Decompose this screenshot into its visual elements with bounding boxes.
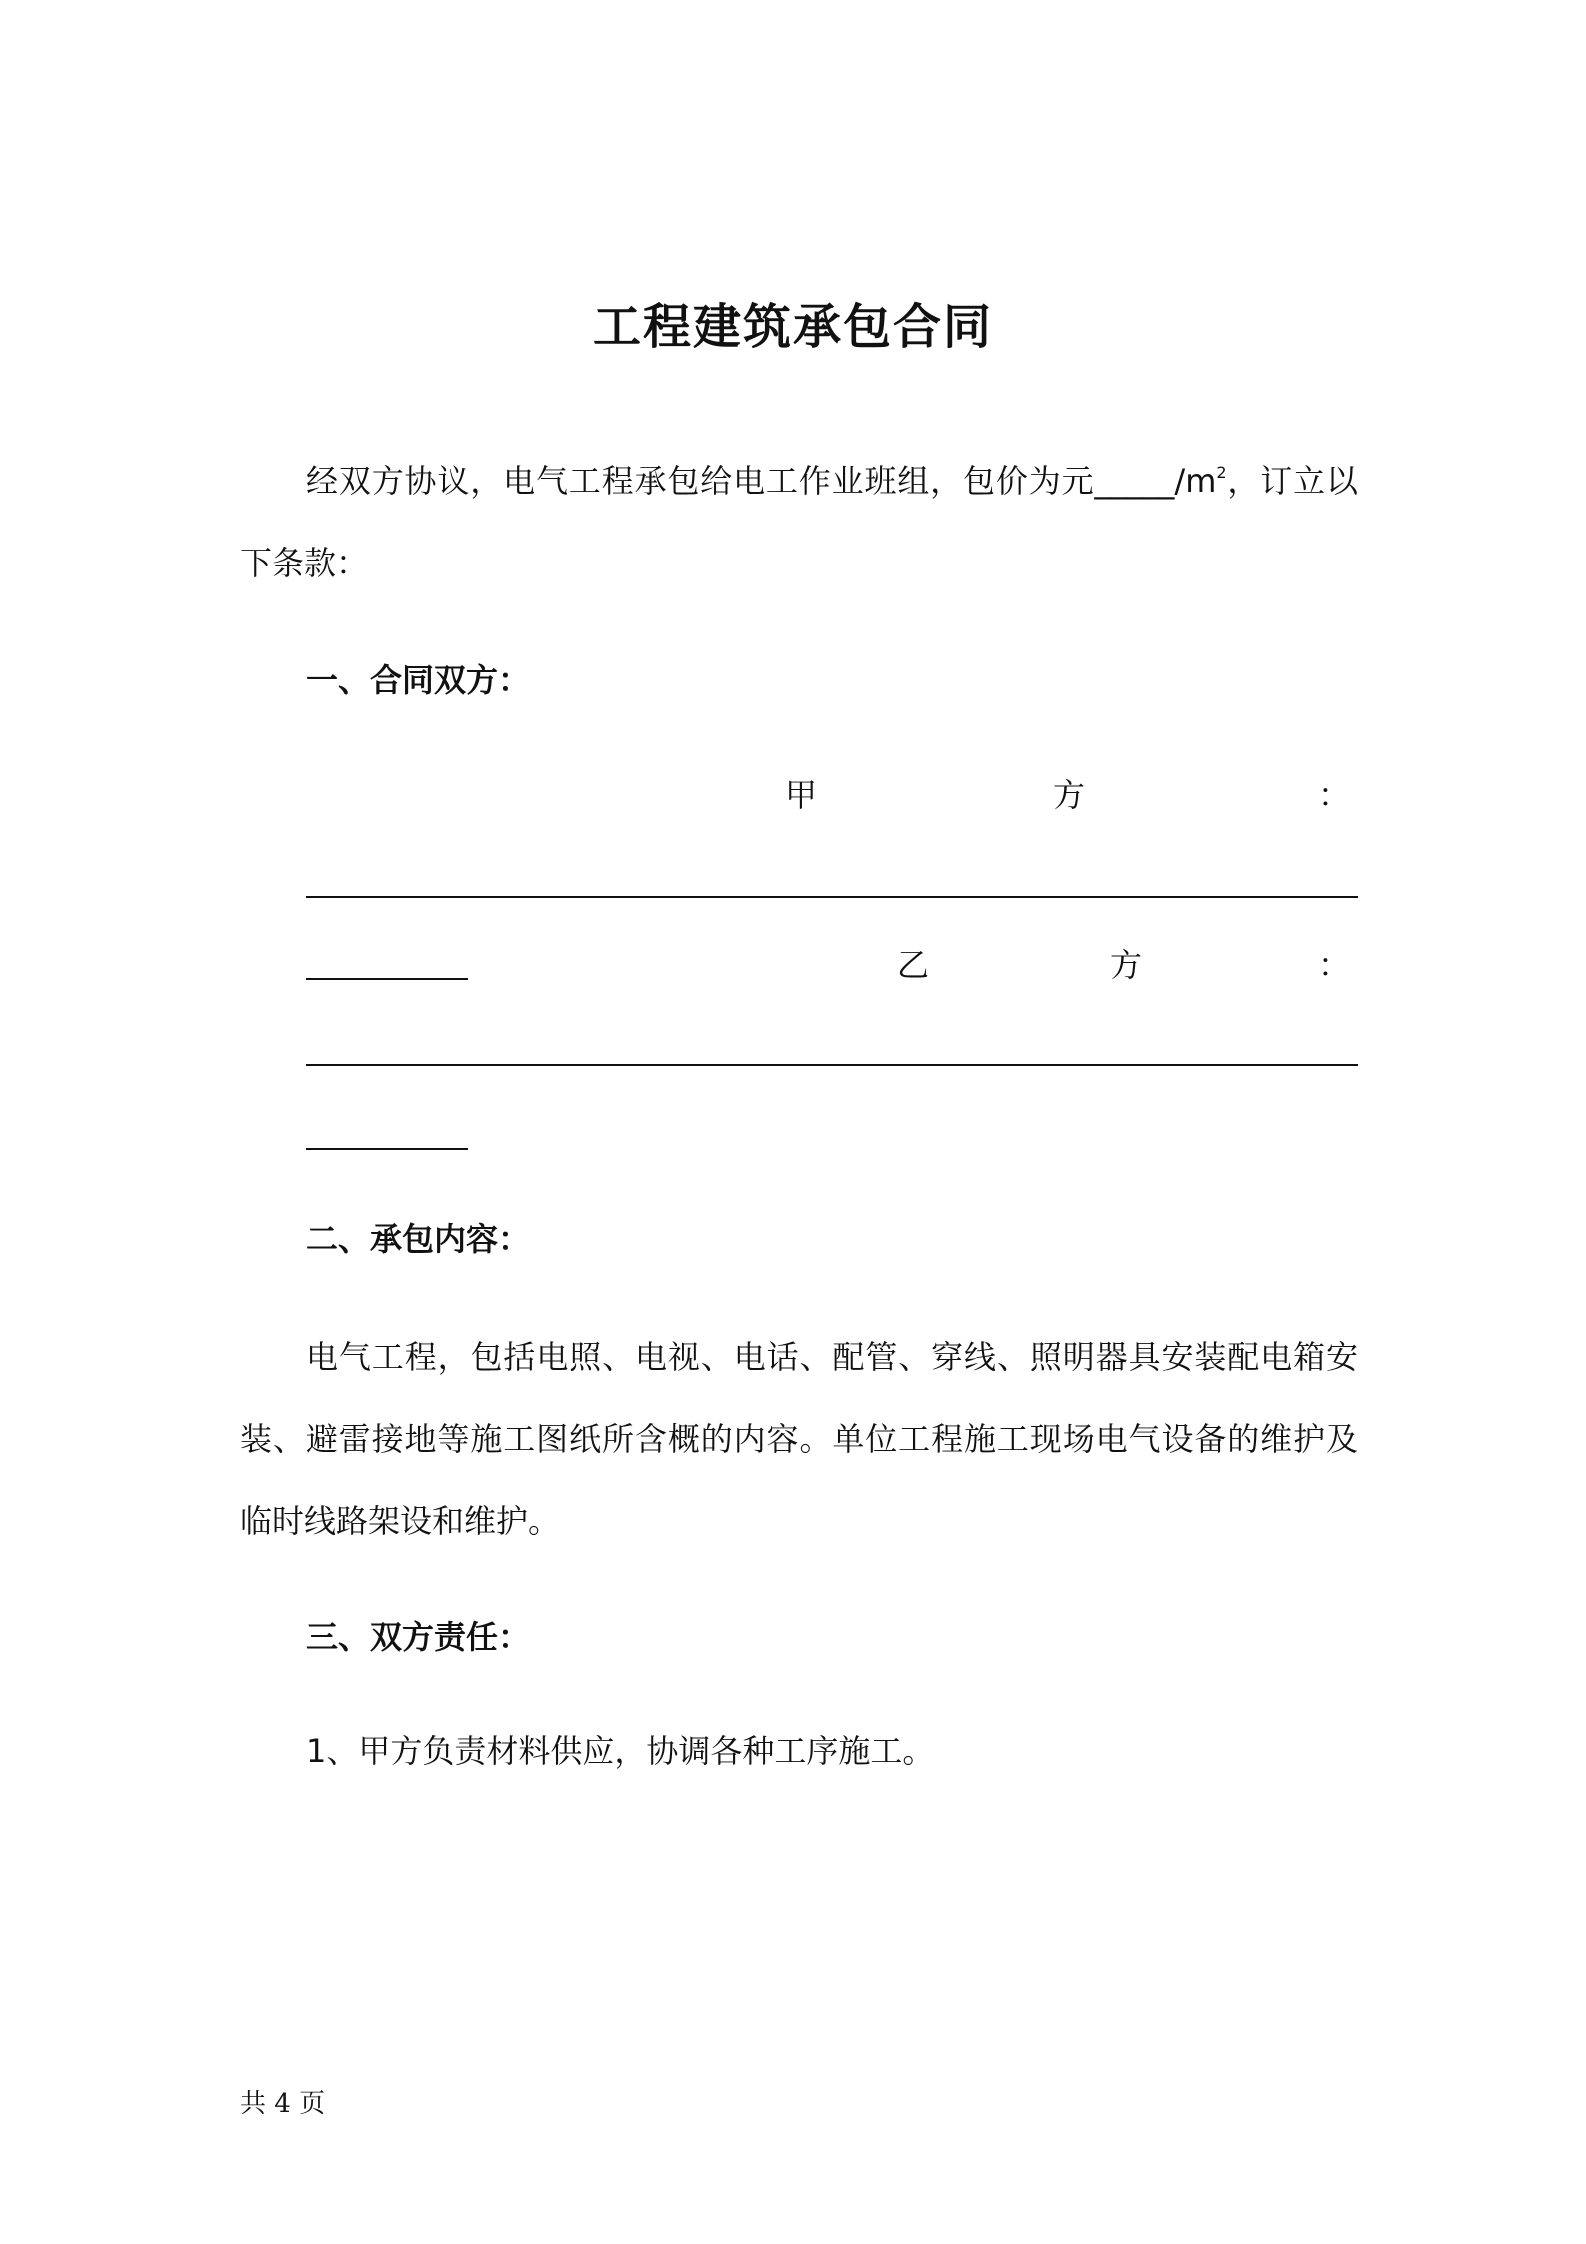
intro-paragraph bbox=[240, 440, 1358, 604]
party-a-fill-line-end bbox=[306, 978, 468, 980]
unit-superscript: 2 bbox=[1216, 463, 1227, 482]
section-2-body: 电气工程，包括电照、电视、电话、配管、穿线、照明器具安装配电箱安装、避雷接地等施工图纸所含概的内容。单位工程施工现场电气设备的维护及临时线路架设和维护。 bbox=[240, 1338, 1358, 1540]
document-title: 工程建筑承包合同 bbox=[592, 299, 993, 355]
party-b-fill-line bbox=[306, 1064, 1358, 1066]
section-3-item-1: 1、甲方负责材料供应，协调各种工序施工。 bbox=[306, 1732, 935, 1770]
party-b-label-char-1: 乙 bbox=[897, 946, 930, 984]
party-b-colon: ： bbox=[1318, 946, 1351, 984]
intro-text: 经双方协议，电气工程承包给电工作业班组，包价为元_____/m bbox=[306, 462, 1217, 500]
party-a-colon: ： bbox=[1318, 776, 1351, 814]
party-b-fill-line-end bbox=[306, 1148, 468, 1150]
party-a-fill-line bbox=[306, 896, 1358, 898]
section-3-heading: 三、双方责任： bbox=[306, 1618, 531, 1656]
party-a-label-char-2: 方 bbox=[1053, 776, 1086, 814]
party-b-label-char-2: 方 bbox=[1110, 946, 1143, 984]
section-1-heading: 一、合同双方： bbox=[306, 661, 531, 699]
intro-text-end: ，订立以下条款： bbox=[240, 462, 1358, 582]
page-count-footer: 共 4 页 bbox=[240, 2089, 326, 2119]
section-2-heading: 二、承包内容： bbox=[306, 1220, 531, 1258]
party-a-label-char-1: 甲 bbox=[785, 776, 818, 814]
